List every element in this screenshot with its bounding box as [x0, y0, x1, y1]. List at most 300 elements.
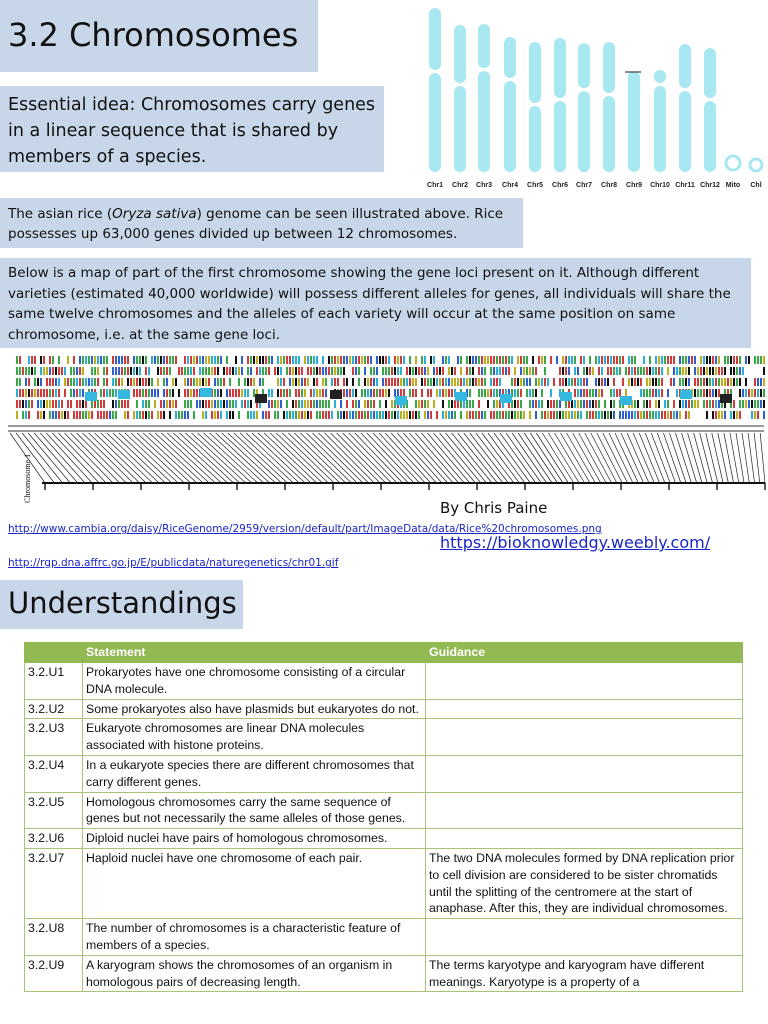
gene-locus-mark: [655, 356, 657, 364]
gene-locus-mark: [733, 356, 735, 364]
gene-locus-mark: [556, 400, 558, 408]
gene-locus-mark: [226, 356, 228, 364]
gene-locus-mark: [28, 356, 30, 364]
gene-locus-mark: [280, 378, 282, 386]
gene-locus-mark: [409, 367, 411, 375]
gene-locus-mark: [16, 356, 18, 364]
gene-locus-mark: [190, 389, 192, 397]
locus-connector-line: [246, 433, 299, 483]
gene-locus-mark: [712, 411, 714, 419]
gene-locus-mark: [607, 356, 609, 364]
gene-locus-mark: [334, 367, 336, 375]
gene-locus-mark: [739, 356, 741, 364]
gene-locus-mark: [739, 400, 741, 408]
gene-locus-mark: [367, 389, 369, 397]
locus-connector-line: [361, 433, 408, 483]
gene-highlight-mark: [395, 396, 407, 405]
gene-locus-mark: [133, 411, 135, 419]
gene-locus-mark: [706, 389, 708, 397]
gene-locus-mark: [436, 411, 438, 419]
row-code: 3.2.U3: [25, 719, 83, 756]
locus-connector-line: [748, 433, 754, 483]
gene-locus-mark: [382, 411, 384, 419]
gene-locus-mark: [37, 378, 39, 386]
locus-connector-line: [198, 433, 252, 483]
gene-locus-mark: [580, 400, 582, 408]
gene-locus-mark: [430, 411, 432, 419]
gene-locus-mark: [223, 400, 225, 408]
gene-locus-mark: [319, 400, 321, 408]
gene-locus-mark: [28, 411, 30, 419]
gene-locus-mark: [61, 367, 63, 375]
row-guidance: [426, 792, 743, 829]
gene-locus-mark: [445, 411, 447, 419]
gene-locus-mark: [106, 378, 108, 386]
gene-locus-mark: [589, 356, 591, 364]
gene-locus-mark: [514, 378, 516, 386]
source-link-cambia[interactable]: http://www.cambia.org/daisy/RiceGenome/2959/version/default/part/ImageData/data/Rice%20chromosomes.png: [8, 523, 602, 535]
gene-locus-mark: [520, 400, 522, 408]
row-code: 3.2.U9: [25, 955, 83, 992]
gene-locus-mark: [649, 356, 651, 364]
gene-locus-mark: [334, 356, 336, 364]
page-title: 3.2 Chromosomes: [8, 16, 299, 54]
gene-locus-mark: [703, 389, 705, 397]
gene-locus-mark: [286, 400, 288, 408]
gene-locus-mark: [487, 356, 489, 364]
gene-locus-mark: [469, 378, 471, 386]
gene-locus-mark: [697, 378, 699, 386]
gene-locus-mark: [277, 356, 279, 364]
gene-locus-mark: [490, 389, 492, 397]
row-statement: Prokaryotes have one chromosome consisting of a circular DNA molecule.: [83, 663, 426, 700]
gene-locus-mark: [673, 411, 675, 419]
gene-locus-mark: [214, 400, 216, 408]
gene-locus-mark: [109, 411, 111, 419]
gene-locus-mark: [688, 400, 690, 408]
gene-locus-mark: [67, 378, 69, 386]
gene-locus-mark: [484, 411, 486, 419]
locus-connector-line: [185, 433, 239, 483]
gene-locus-mark: [667, 356, 669, 364]
gene-locus-mark: [601, 378, 603, 386]
gene-locus-mark: [538, 356, 540, 364]
gene-locus-mark: [397, 367, 399, 375]
gene-locus-mark: [265, 411, 267, 419]
gene-locus-mark: [58, 389, 60, 397]
gene-locus-mark: [706, 411, 708, 419]
gene-locus-mark: [448, 356, 450, 364]
gene-locus-mark: [517, 356, 519, 364]
gene-locus-mark: [232, 400, 234, 408]
gene-locus-mark: [124, 411, 126, 419]
gene-locus-mark: [22, 389, 24, 397]
gene-locus-mark: [556, 411, 558, 419]
locus-connector-line: [440, 433, 481, 483]
gene-locus-mark: [352, 389, 354, 397]
locus-connector-line: [216, 433, 270, 483]
gene-locus-mark: [91, 367, 93, 375]
gene-locus-mark: [394, 367, 396, 375]
gene-locus-mark: [385, 389, 387, 397]
gene-locus-mark: [151, 356, 153, 364]
gene-locus-mark: [94, 356, 96, 364]
gene-locus-mark: [685, 411, 687, 419]
gene-locus-mark: [214, 389, 216, 397]
gene-locus-mark: [43, 389, 45, 397]
locus-connector-line: [573, 433, 601, 483]
gene-locus-mark: [25, 400, 27, 408]
gene-locus-mark: [613, 411, 615, 419]
gene-locus-mark: [550, 400, 552, 408]
gene-locus-mark: [433, 400, 435, 408]
gene-locus-mark: [262, 356, 264, 364]
row-statement: A karyogram shows the chromosomes of an organism in homologous pairs of decreasing length.: [83, 955, 426, 992]
locus-connector-line: [204, 433, 258, 483]
gene-locus-mark: [58, 356, 60, 364]
gene-locus-mark: [529, 400, 531, 408]
gene-locus-mark: [757, 400, 759, 408]
gene-locus-mark: [655, 367, 657, 375]
gene-locus-mark: [703, 378, 705, 386]
gene-locus-mark: [250, 400, 252, 408]
gene-locus-mark: [376, 411, 378, 419]
gene-locus-mark: [643, 356, 645, 364]
gene-locus-mark: [559, 367, 561, 375]
gene-locus-mark: [661, 389, 663, 397]
gene-locus-mark: [490, 378, 492, 386]
gene-locus-mark: [19, 356, 21, 364]
gene-locus-mark: [493, 356, 495, 364]
gene-locus-mark: [745, 356, 747, 364]
gene-locus-mark: [523, 356, 525, 364]
gene-locus-mark: [658, 400, 660, 408]
gene-locus-mark: [712, 378, 714, 386]
gene-locus-mark: [340, 367, 342, 375]
gene-locus-mark: [667, 400, 669, 408]
gene-locus-mark: [277, 400, 279, 408]
gene-locus-mark: [79, 367, 81, 375]
gene-locus-mark: [151, 378, 153, 386]
locus-connector-line: [173, 433, 227, 483]
gene-locus-mark: [442, 378, 444, 386]
locus-connector-line: [657, 433, 675, 483]
gene-locus-mark: [352, 411, 354, 419]
gene-locus-mark: [463, 378, 465, 386]
table-row: [25, 699, 743, 719]
gene-locus-mark: [238, 389, 240, 397]
gene-locus-mark: [586, 400, 588, 408]
gene-locus-mark: [307, 378, 309, 386]
gene-locus-mark: [184, 411, 186, 419]
gene-highlight-mark: [720, 394, 732, 403]
source-link-rgp[interactable]: http://rgp.dna.affrc.go.jp/E/publicdata/naturegenetics/chr01.gif: [8, 557, 339, 569]
gene-locus-mark: [496, 356, 498, 364]
gene-locus-mark: [343, 389, 345, 397]
gene-locus-mark: [88, 356, 90, 364]
gene-locus-mark: [241, 367, 243, 375]
gene-locus-mark: [664, 411, 666, 419]
gene-locus-mark: [337, 378, 339, 386]
table-row: [25, 663, 743, 700]
gene-locus-mark: [79, 411, 81, 419]
gene-locus-mark: [454, 367, 456, 375]
gene-locus-mark: [208, 356, 210, 364]
gene-locus-mark: [148, 411, 150, 419]
gene-locus-mark: [730, 367, 732, 375]
gene-locus-mark: [124, 356, 126, 364]
gene-locus-mark: [364, 389, 366, 397]
gene-locus-mark: [421, 400, 423, 408]
gene-locus-mark: [493, 411, 495, 419]
locus-connector-line: [46, 433, 92, 483]
gene-locus-mark: [31, 389, 33, 397]
gene-locus-mark: [163, 400, 165, 408]
gene-locus-mark: [52, 389, 54, 397]
gene-locus-mark: [634, 400, 636, 408]
locus-connector-line: [470, 433, 509, 483]
chromosome-arm-upper: [529, 42, 541, 103]
gene-locus-mark: [178, 367, 180, 375]
gene-locus-mark: [277, 411, 279, 419]
gene-locus-mark: [661, 411, 663, 419]
gene-locus-mark: [313, 378, 315, 386]
gene-locus-mark: [661, 367, 663, 375]
gene-locus-mark: [460, 356, 462, 364]
gene-locus-mark: [523, 378, 525, 386]
gene-locus-mark: [82, 411, 84, 419]
gene-locus-mark: [715, 367, 717, 375]
gene-locus-mark: [421, 378, 423, 386]
locus-connector-line: [488, 433, 525, 483]
gene-locus-mark: [409, 389, 411, 397]
gene-locus-mark: [718, 356, 720, 364]
gene-locus-mark: [49, 378, 51, 386]
gene-locus-mark: [373, 411, 375, 419]
gene-locus-mark: [217, 356, 219, 364]
gene-locus-mark: [346, 411, 348, 419]
gene-locus-mark: [466, 400, 468, 408]
gene-locus-mark: [577, 367, 579, 375]
gene-locus-mark: [610, 356, 612, 364]
gene-locus-mark: [622, 356, 624, 364]
gene-locus-mark: [670, 378, 672, 386]
gene-locus-mark: [364, 411, 366, 419]
gene-locus-mark: [355, 367, 357, 375]
gene-locus-mark: [613, 356, 615, 364]
gene-locus-mark: [334, 400, 336, 408]
gene-locus-mark: [562, 367, 564, 375]
gene-locus-mark: [733, 367, 735, 375]
row-code: 3.2.U1: [25, 663, 83, 700]
chromosome-arm-lower: [554, 101, 566, 172]
gene-locus-mark: [316, 400, 318, 408]
gene-locus-mark: [484, 367, 486, 375]
gene-locus-mark: [328, 367, 330, 375]
gene-locus-mark: [244, 400, 246, 408]
gene-locus-mark: [565, 411, 567, 419]
gene-locus-mark: [583, 367, 585, 375]
gene-locus-mark: [199, 378, 201, 386]
gene-locus-mark: [601, 367, 603, 375]
chromosome-label: Chr1: [427, 182, 443, 189]
gene-locus-mark: [460, 400, 462, 408]
gene-locus-mark: [127, 367, 129, 375]
gene-locus-mark: [235, 400, 237, 408]
gene-locus-mark: [595, 378, 597, 386]
gene-locus-mark: [739, 367, 741, 375]
gene-locus-mark: [304, 411, 306, 419]
gene-locus-mark: [40, 411, 42, 419]
gene-locus-mark: [274, 400, 276, 408]
gene-locus-mark: [274, 411, 276, 419]
gene-locus-mark: [673, 400, 675, 408]
gene-locus-mark: [106, 411, 108, 419]
gene-highlight-mark: [200, 388, 212, 397]
gene-locus-mark: [610, 411, 612, 419]
gene-locus-mark: [340, 411, 342, 419]
gene-locus-mark: [118, 356, 120, 364]
gene-locus-mark: [208, 367, 210, 375]
gene-locus-mark: [352, 367, 354, 375]
gene-locus-mark: [238, 367, 240, 375]
gene-locus-mark: [37, 411, 39, 419]
gene-locus-mark: [220, 400, 222, 408]
gene-locus-mark: [337, 356, 339, 364]
locus-connector-line: [633, 433, 654, 483]
gene-locus-mark: [550, 389, 552, 397]
gene-locus-mark: [403, 378, 405, 386]
gene-locus-mark: [172, 356, 174, 364]
gene-locus-mark: [733, 411, 735, 419]
gene-locus-mark: [658, 389, 660, 397]
gene-locus-mark: [370, 378, 372, 386]
gene-locus-mark: [274, 367, 276, 375]
locus-connector-line: [409, 433, 453, 483]
gene-locus-mark: [628, 411, 630, 419]
gene-locus-mark: [16, 378, 18, 386]
gene-locus-mark: [49, 356, 51, 364]
gene-locus-mark: [448, 378, 450, 386]
gene-locus-mark: [571, 378, 573, 386]
gene-locus-mark: [574, 389, 576, 397]
gene-locus-mark: [160, 400, 162, 408]
gene-locus-mark: [496, 389, 498, 397]
gene-locus-mark: [226, 411, 228, 419]
gene-locus-mark: [139, 389, 141, 397]
gene-locus-mark: [115, 356, 117, 364]
gene-locus-mark: [322, 411, 324, 419]
gene-locus-mark: [481, 356, 483, 364]
gene-locus-mark: [163, 378, 165, 386]
gene-locus-mark: [544, 356, 546, 364]
gene-locus-mark: [625, 389, 627, 397]
gene-locus-mark: [130, 367, 132, 375]
gene-locus-mark: [574, 411, 576, 419]
chromosome-label: Chr8: [601, 182, 617, 189]
gene-locus-mark: [511, 356, 513, 364]
gene-locus-mark: [649, 389, 651, 397]
gene-locus-mark: [571, 400, 573, 408]
gene-locus-mark: [40, 389, 42, 397]
gene-locus-mark: [724, 367, 726, 375]
gene-locus-mark: [526, 367, 528, 375]
gene-locus-mark: [688, 367, 690, 375]
gene-locus-mark: [436, 367, 438, 375]
gene-locus-mark: [85, 378, 87, 386]
gene-locus-mark: [589, 367, 591, 375]
gene-locus-mark: [748, 356, 750, 364]
gene-locus-mark: [637, 411, 639, 419]
gene-locus-mark: [685, 367, 687, 375]
gene-locus-mark: [199, 400, 201, 408]
gene-locus-mark: [259, 356, 261, 364]
gene-locus-mark: [199, 367, 201, 375]
row-statement: Homologous chromosomes carry the same sequence of genes but not necessarily the same alleles of those genes.: [83, 792, 426, 829]
gene-locus-mark: [301, 400, 303, 408]
gene-locus-mark: [403, 411, 405, 419]
gene-locus-mark: [496, 378, 498, 386]
gene-locus-mark: [682, 367, 684, 375]
chromosome-arm-lower: [454, 86, 466, 172]
gene-locus-mark: [190, 378, 192, 386]
gene-locus-mark: [91, 356, 93, 364]
gene-locus-mark: [475, 378, 477, 386]
gene-locus-mark: [592, 367, 594, 375]
gene-highlight-mark: [500, 394, 512, 403]
gene-locus-mark: [175, 378, 177, 386]
gene-locus-mark: [115, 389, 117, 397]
gene-locus-mark: [619, 367, 621, 375]
gene-locus-mark: [583, 400, 585, 408]
gene-locus-mark: [79, 400, 81, 408]
gene-locus-mark: [610, 400, 612, 408]
gene-locus-mark: [253, 356, 255, 364]
gene-locus-mark: [391, 411, 393, 419]
gene-locus-mark: [340, 400, 342, 408]
gene-locus-mark: [382, 378, 384, 386]
gene-locus-mark: [415, 356, 417, 364]
gene-locus-mark: [169, 389, 171, 397]
gene-locus-mark: [493, 389, 495, 397]
gene-locus-mark: [349, 411, 351, 419]
gene-locus-mark: [295, 389, 297, 397]
gene-locus-mark: [310, 411, 312, 419]
gene-locus-mark: [223, 378, 225, 386]
gene-locus-mark: [532, 367, 534, 375]
chromosome-arm-lower: [628, 71, 640, 172]
gene-locus-mark: [595, 400, 597, 408]
gene-locus-mark: [82, 378, 84, 386]
gene-locus-mark: [157, 411, 159, 419]
gene-locus-mark: [514, 389, 516, 397]
gene-locus-mark: [157, 389, 159, 397]
gene-locus-mark: [445, 378, 447, 386]
chromosome-arm-upper: [504, 37, 516, 78]
gene-locus-mark: [43, 400, 45, 408]
website-link[interactable]: https://bioknowledgy.weebly.com/: [440, 533, 711, 552]
gene-locus-mark: [568, 356, 570, 364]
chromosome-label: Chr6: [552, 182, 568, 189]
gene-locus-mark: [247, 356, 249, 364]
gene-locus-mark: [655, 378, 657, 386]
locus-connector-line: [373, 433, 420, 483]
gene-locus-mark: [175, 400, 177, 408]
row-code: 3.2.U2: [25, 699, 83, 719]
gene-locus-mark: [172, 389, 174, 397]
gene-locus-mark: [580, 378, 582, 386]
gene-locus-mark: [337, 411, 339, 419]
